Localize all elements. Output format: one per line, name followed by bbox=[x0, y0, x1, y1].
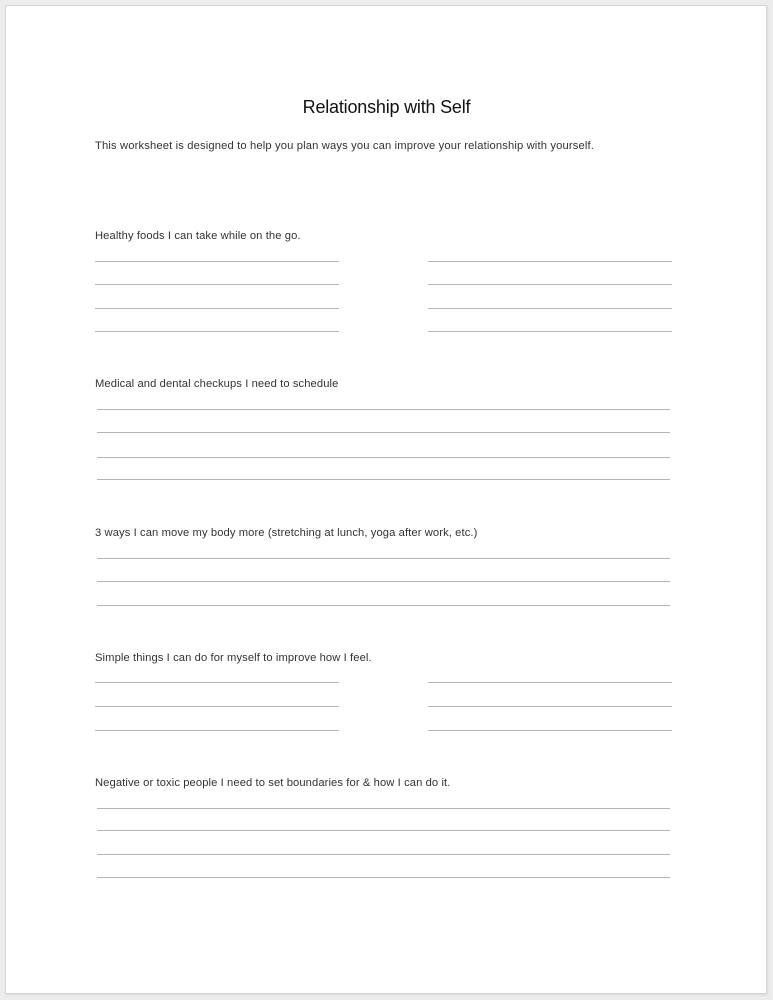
answer-line[interactable] bbox=[95, 730, 339, 731]
page-title: Relationship with Self bbox=[302, 97, 471, 117]
answer-line[interactable] bbox=[428, 284, 672, 285]
answer-line[interactable] bbox=[428, 730, 672, 731]
answer-line[interactable] bbox=[97, 432, 670, 433]
answer-line[interactable] bbox=[97, 605, 670, 606]
answer-line[interactable] bbox=[428, 261, 672, 262]
answer-line[interactable] bbox=[428, 308, 672, 309]
answer-line[interactable] bbox=[97, 558, 670, 559]
answer-line[interactable] bbox=[97, 479, 670, 480]
section-label-boundaries: Negative or toxic people I need to set boundaries for & how I can do it. bbox=[95, 777, 451, 789]
answer-line[interactable] bbox=[428, 331, 672, 332]
section-label-healthy-foods: Healthy foods I can take while on the go. bbox=[95, 230, 301, 242]
intro-text: This worksheet is designed to help you plan ways you can improve your relationship with yourself. bbox=[95, 140, 594, 152]
answer-line[interactable] bbox=[428, 706, 672, 707]
answer-line[interactable] bbox=[95, 682, 339, 683]
answer-line[interactable] bbox=[95, 308, 339, 309]
answer-line[interactable] bbox=[97, 830, 670, 831]
answer-line[interactable] bbox=[97, 409, 670, 410]
section-label-move-body: 3 ways I can move my body more (stretching at lunch, yoga after work, etc.) bbox=[95, 527, 478, 539]
answer-line[interactable] bbox=[95, 261, 339, 262]
answer-line[interactable] bbox=[95, 284, 339, 285]
answer-line[interactable] bbox=[97, 581, 670, 582]
answer-line[interactable] bbox=[95, 331, 339, 332]
section-label-medical-checkups: Medical and dental checkups I need to schedule bbox=[95, 378, 339, 390]
answer-line[interactable] bbox=[428, 682, 672, 683]
answer-line[interactable] bbox=[97, 854, 670, 855]
answer-line[interactable] bbox=[97, 808, 670, 809]
section-label-simple-things: Simple things I can do for myself to improve how I feel. bbox=[95, 652, 372, 664]
answer-line[interactable] bbox=[97, 877, 670, 878]
answer-line[interactable] bbox=[97, 457, 670, 458]
answer-line[interactable] bbox=[95, 706, 339, 707]
